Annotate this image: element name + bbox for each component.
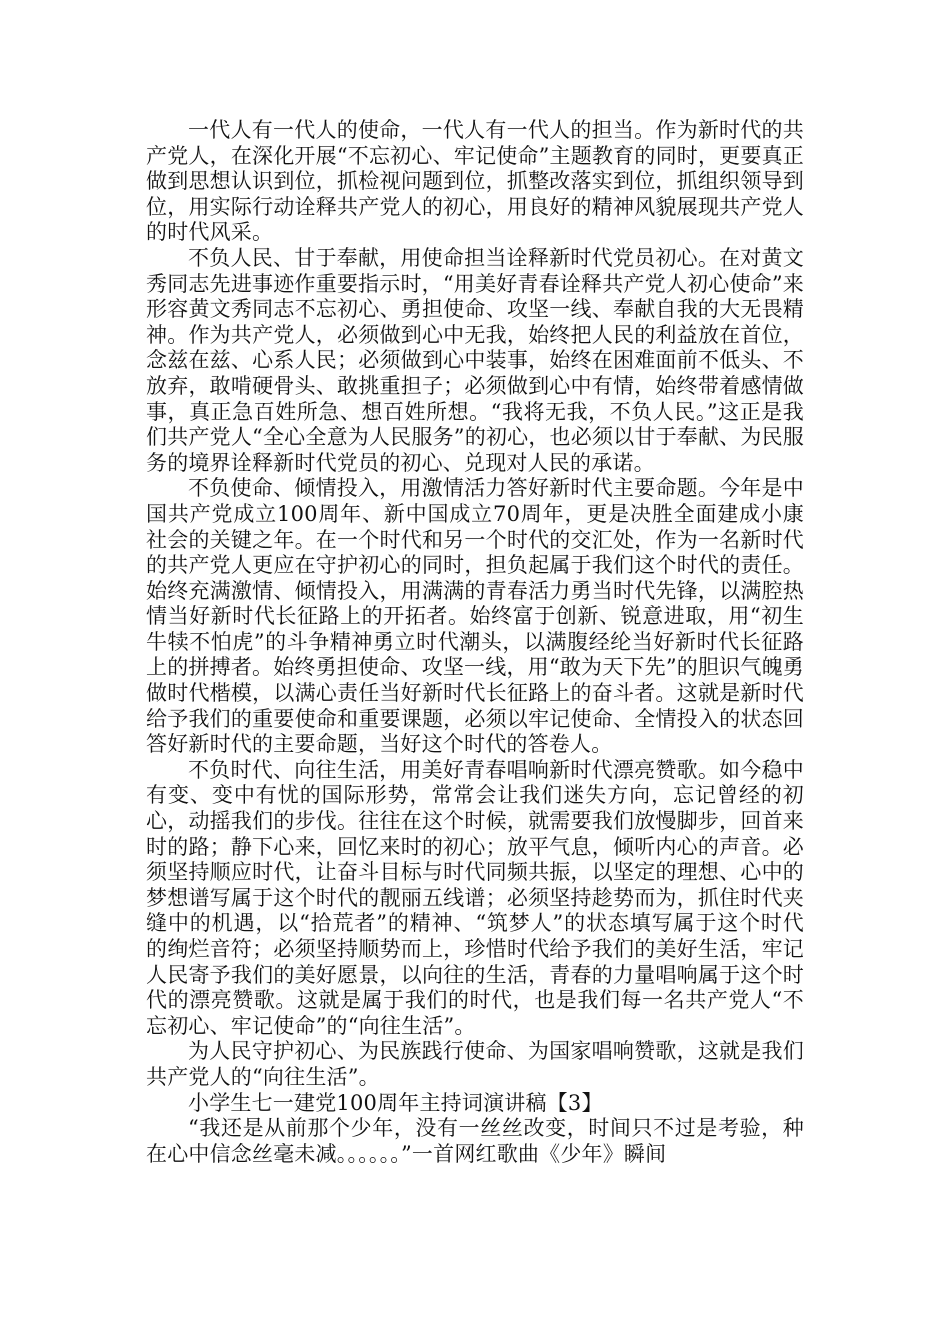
body-paragraph: 不负人民、甘于奉献，用使命担当诠释新时代党员初心。在对黄文秀同志先进事迹作重要指示时，“用美好青春诠释共产党人初心使命”来形容黄文秀同志不忘初心、勇担使命、攻坚一线、奉献自我的大无畏精神。作为共产党人，必须做到心中无我，始终把人民的利益放在首位，念兹在兹、心系人民；必须做到心中装事，始终在困难面前不低头、不放弃，敢啃硬骨头、敢挑重担子；必须做到心中有情，始终带着感情做事，真正急百姓所急、想百姓所想。“我将无我，不负人民。”这正是我们共产党人“全心全意为人民服务”的初心，也必须以甘于奉献、为民服务的境界诠释新时代党员的初心、兑现对人民的承诺。 (146, 245, 804, 475)
body-paragraph: 不负使命、倾情投入，用激情活力答好新时代主要命题。今年是中国共产党成立100周年、新中国成立70周年，更是决胜全面建成小康社会的关键之年。在一个时代和另一个时代的交汇处，作为一名新时代的共产党人更应在守护初心的同时，担负起属于我们这个时代的责任。始终充满激情、倾情投入，用满满的青春活力勇当时代先锋，以满腔热情当好新时代长征路上的开拓者。始终富于创新、锐意进取，用“初生牛犊不怕虎”的斗争精神勇立时代潮头，以满腹经纶当好新时代长征路上的拼搏者。始终勇担使命、攻坚一线，用“敢为天下先”的胆识气魄勇做时代楷模，以满心责任当好新时代长征路上的奋斗者。这就是新时代给予我们的重要使命和重要课题，必须以牢记使命、全情投入的状态回答好新时代的主要命题，当好这个时代的答卷人。 (146, 476, 804, 757)
body-paragraph: 不负时代、向往生活，用美好青春唱响新时代漂亮赞歌。如今稳中有变、变中有忧的国际形势，常常会让我们迷失方向，忘记曾经的初心，动摇我们的步伐。往往在这个时候，就需要我们放慢脚步，回首来时的路；静下心来，回忆来时的初心；放平气息，倾听内心的声音。必须坚持顺应时代，让奋斗目标与时代同频共振，以坚定的理想、心中的梦想谱写属于这个时代的靓丽五线谱；必须坚持趁势而为，抓住时代夹缝中的机遇，以“拾荒者”的精神、“筑梦人”的状态填写属于这个时代的绚烂音符；必须坚持顺势而上，珍惜时代给予我们的美好生活，牢记人民寄予我们的美好愿景，以向往的生活，青春的力量唱响属于这个时代的漂亮赞歌。这就是属于我们的时代，也是我们每一名共产党人“不忘初心、牢记使命”的“向往生活”。 (146, 757, 804, 1038)
section-heading: 小学生七一建党100周年主持词演讲稿【3】 (188, 1090, 603, 1115)
body-paragraph-continued: “我还是从前那个少年，没有一丝丝改变，时间只不过是考验，种在心中信念丝毫未减。。。。。。”一首网红歌曲《少年》瞬间 (146, 1116, 804, 1166)
document-page (146, 118, 804, 1167)
body-paragraph: 为人民守护初心、为民族践行使命、为国家唱响赞歌，这就是我们共产党人的“向往生活”。 (146, 1039, 804, 1089)
body-paragraph: 一代人有一代人的使命，一代人有一代人的担当。作为新时代的共产党人，在深化开展“不忘初心、牢记使命”主题教育的同时，更要真正做到思想认识到位，抓检视问题到位，抓整改落实到位，抓组织领导到位，用实际行动诠释共产党人的初心，用良好的精神风貌展现共产党人的时代风采。 (146, 118, 804, 245)
